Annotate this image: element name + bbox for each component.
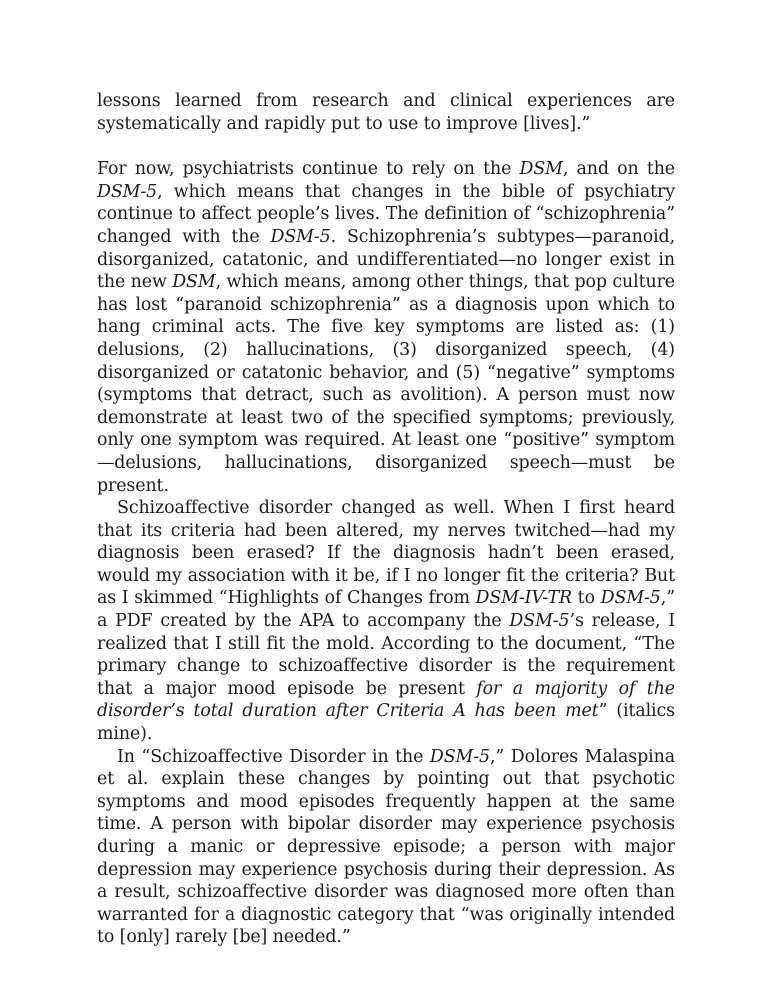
text-run: , which means, among other things, that pop culture has lost “paranoid schizophrenia” as a diagnosis upon which to hang criminal acts. The five key symptoms are listed as: (1) delusions, (2) hallucinations, (3) disorganized speech, (4) disorganized or catatonic behavior, and (5) “negative” symptoms (symptoms that detract, such as avolition). A person must now demonstrate at least two of the specified symptoms; previously, only one symptom was required. At least one “positive” symptom—delusions, hallucinations, disorganized speech—must be present. xyxy=(97,272,675,496)
text-run: ” (italics mine). xyxy=(97,701,675,745)
paragraph-2 xyxy=(97,158,675,497)
text-run: , and on the xyxy=(562,159,675,180)
text-run: , which means that changes in the bible of psychiatry continue to affect people’s lives. The definition of “schizophrenia” changed with the xyxy=(97,181,675,247)
italic-text: DSM-5 xyxy=(600,588,661,609)
paragraph-3 xyxy=(97,497,675,746)
text-run: In “Schizoaffective Disorder in the xyxy=(117,746,430,767)
italic-text: DSM xyxy=(519,159,563,180)
italic-text: DSM-5 xyxy=(97,181,158,202)
text-run: lessons learned from research and clinical experiences are systematically and rapidly put to use to improve [lives].” xyxy=(97,91,675,134)
text-run: For now, psychiatrists continue to rely on the xyxy=(97,159,520,180)
paragraph-4 xyxy=(97,746,675,949)
italic-text: DSM-5 xyxy=(270,226,331,247)
italic-text: DSM-IV-TR xyxy=(475,588,572,609)
text-run: . Schizophrenia’s subtypes—paranoid, disorganized, catatonic, and undifferentiated—no longer exist in the new xyxy=(97,226,675,293)
paragraph-1 xyxy=(97,90,675,135)
italic-text: DSM-5 xyxy=(509,611,570,632)
page-body xyxy=(97,90,675,949)
text-run: to xyxy=(571,588,601,609)
text-run: ’s release, I realized that I still fit the mold. According to the document, “The primary change to schizoaffective disorder is the requirement that a major mood episode be present xyxy=(97,611,675,699)
italic-text: DSM-5 xyxy=(429,746,490,767)
text-run: ,” a PDF created by the APA to accompany the xyxy=(97,588,675,632)
text-run: Schizoaffective disorder changed as well. When I first heard that its criteria had been altered, my nerves twitched—had my diagnosis been erased? If the diagnosis hadn’t been erased, would my association with it be, if I no longer fit the criteria? But as I skimmed “Highlights of Changes from xyxy=(97,498,675,609)
italic-text: DSM xyxy=(172,272,216,293)
italic-text: for a majority of the disorder’s total duration after Criteria A has been met xyxy=(97,678,675,722)
text-run: ,” Dolores Malaspina et al. explain these changes by pointing out that psychotic symptoms and mood episodes frequently happen at the same time. A person with bipolar disorder may experience psychosis during a manic or depressive episode; a person with major depression may experience psychosis during their depression. As a result, schizoaffective disorder was diagnosed more often than warranted for a diagnostic category that “was originally intended to [only] rarely [be] needed.” xyxy=(97,746,675,948)
